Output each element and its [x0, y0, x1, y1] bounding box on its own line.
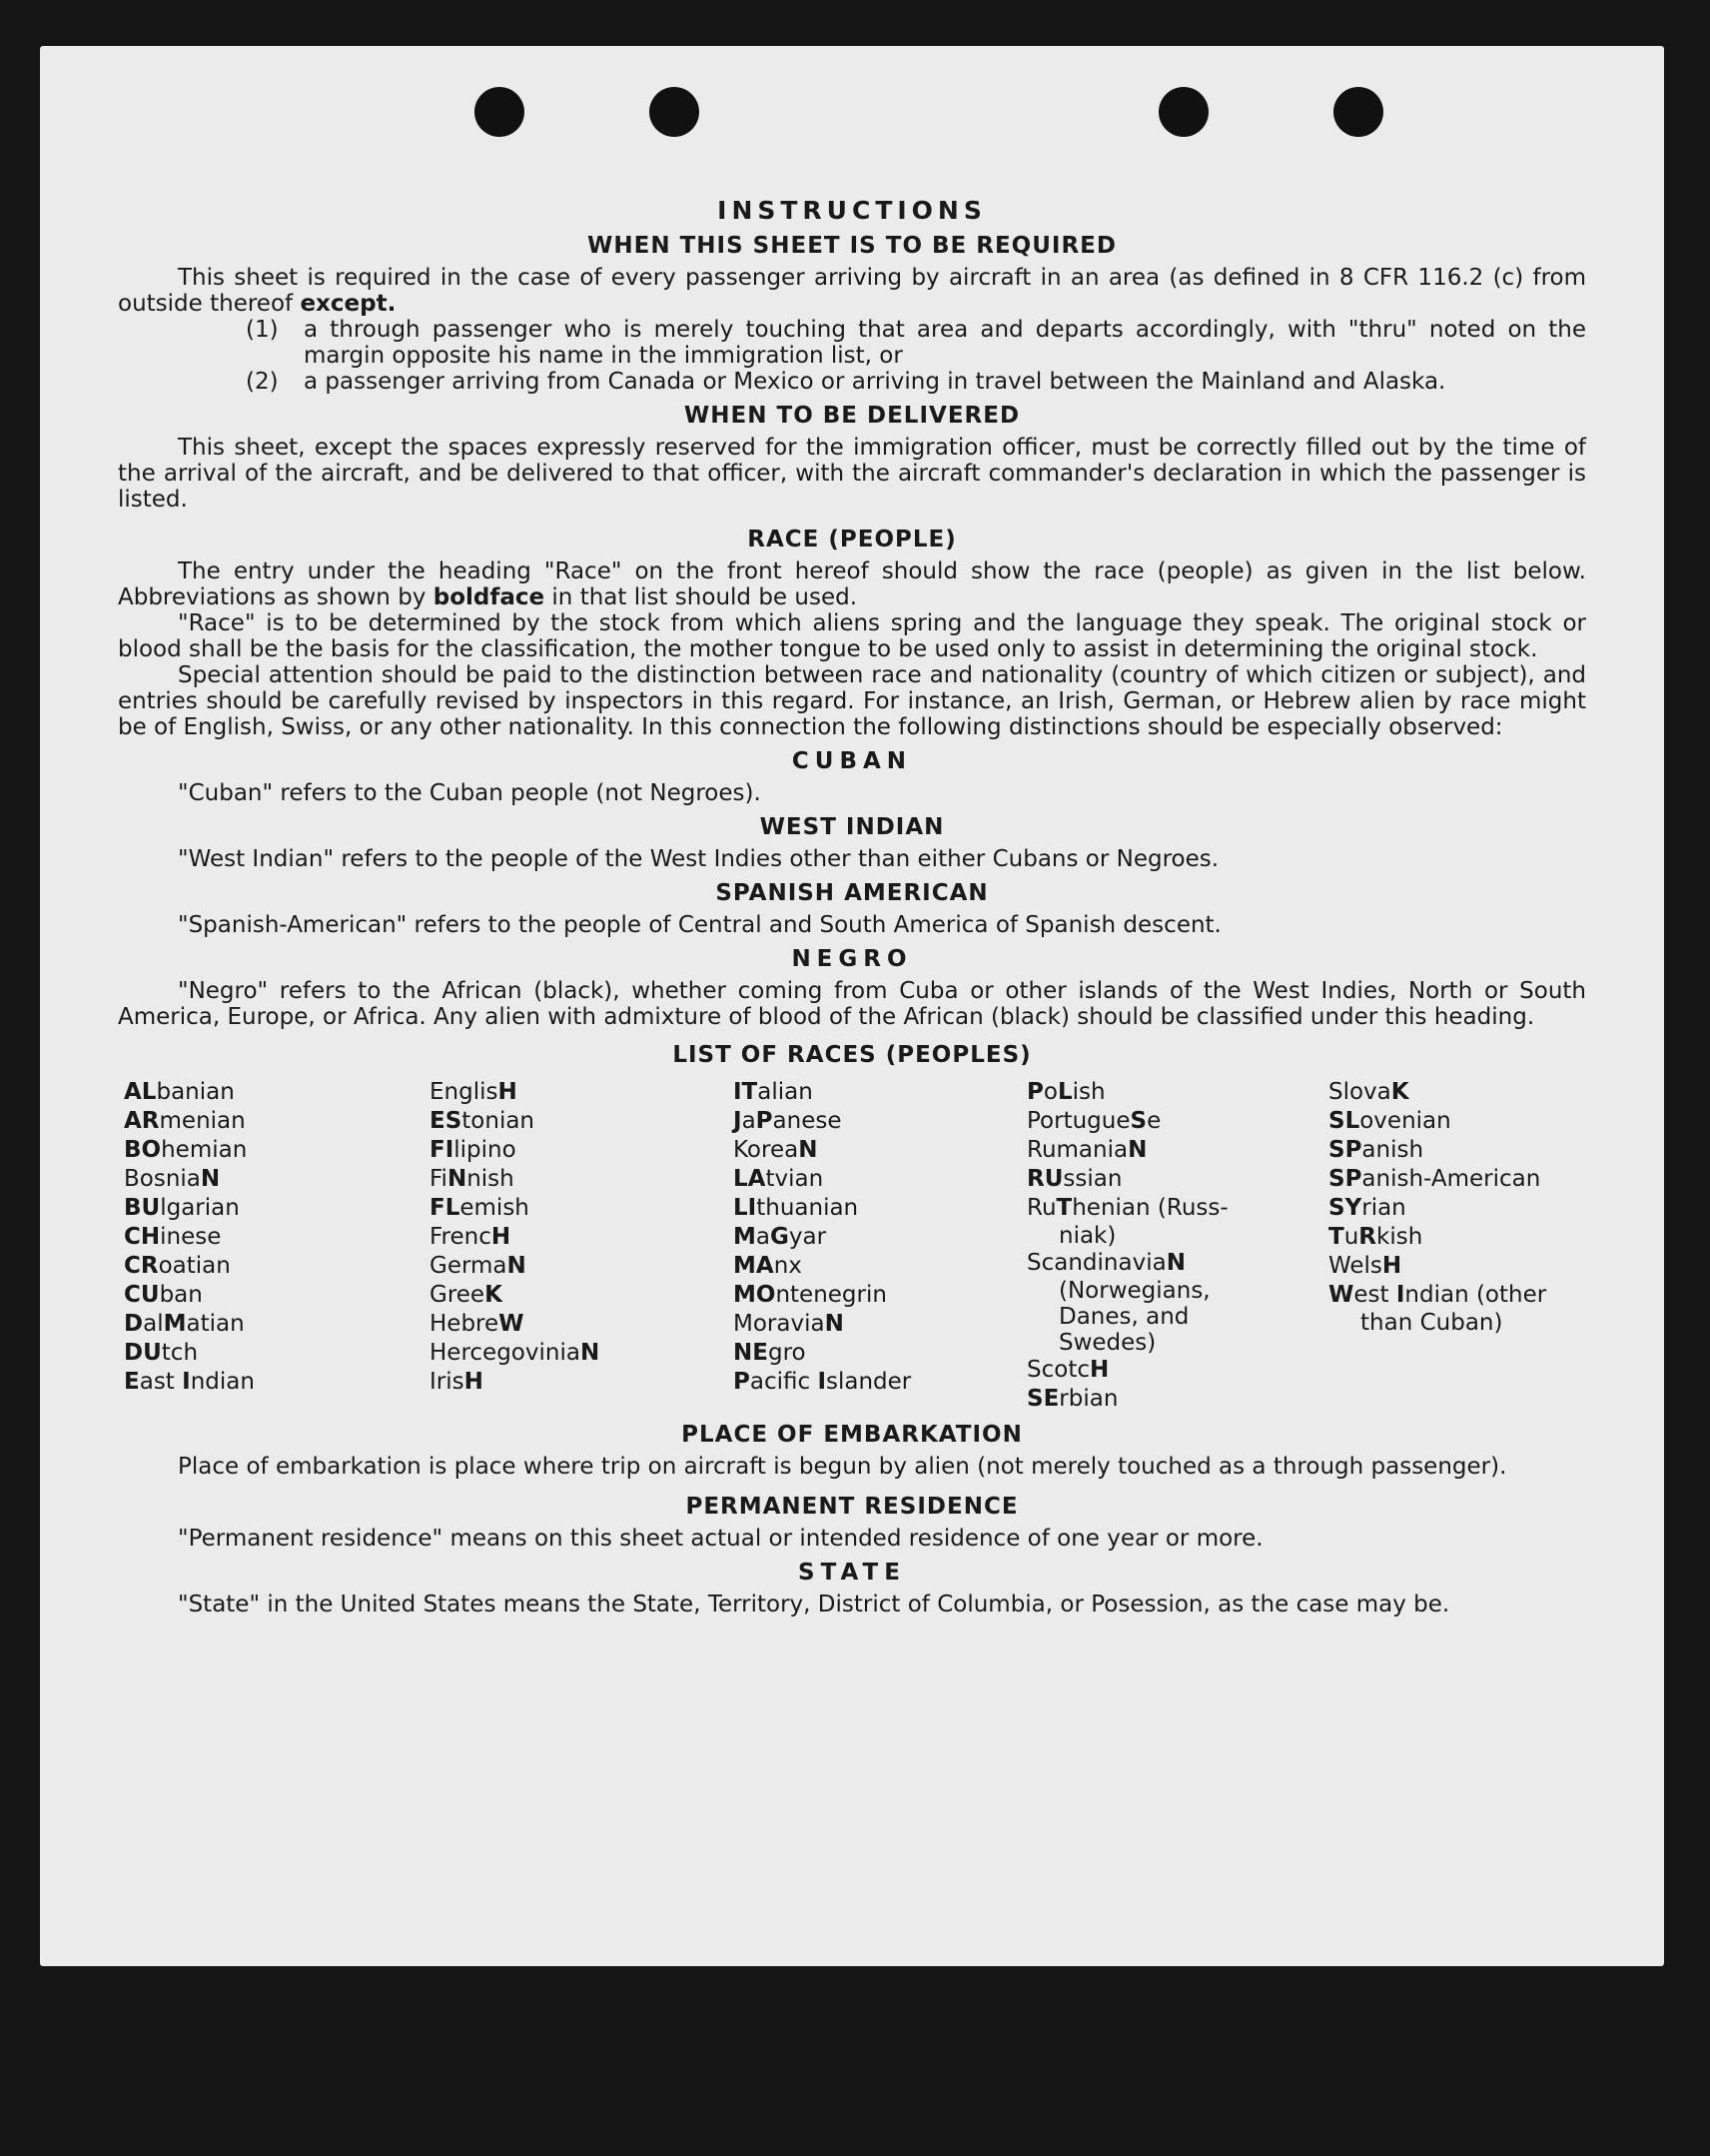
race-entry: ScotcH [1027, 1357, 1110, 1383]
race-entry: SlovaK [1328, 1079, 1409, 1105]
race-entry: GermaN [429, 1253, 526, 1279]
race-entry: SPanish-American [1328, 1166, 1541, 1192]
race-entry: RumaniaN [1027, 1137, 1148, 1163]
race-entry: ARmenian [124, 1108, 246, 1134]
race-entry: East Indian [124, 1369, 255, 1395]
race-entry: DUtch [124, 1340, 199, 1366]
race-entry: NEgro [733, 1340, 806, 1366]
cuban-text: "Cuban" refers to the Cuban people (not Negroes). [178, 780, 761, 806]
race-entry: DalMatian [124, 1311, 245, 1337]
spanish-american-text: "Spanish-American" refers to the people of Central and South America of Spanish descent. [178, 912, 1222, 938]
race-entry: FrencH [429, 1224, 511, 1250]
race-entry: West Indian (other [1328, 1282, 1547, 1308]
race-entry: SErbian [1027, 1386, 1119, 1412]
heading-negro: NEGRO [791, 946, 913, 972]
race-entry: Swedes) [1059, 1330, 1157, 1356]
negro-text: "Negro" refers to the African (black), whether coming from Cuba or other islands of the West Indies, North or South America, Europe, or Africa. Any alien with admixture of blood of the African (black) should be classified under this heading. [118, 978, 1586, 1030]
state-text: "State" in the United States means the State, Territory, District of Columbia, or Posession, as the case may be. [178, 1592, 1450, 1617]
race-entry: ScandinaviaN [1027, 1250, 1186, 1276]
race-entry: EnglisH [429, 1079, 517, 1105]
race-entry: LIthuanian [733, 1195, 859, 1221]
races-column [429, 1078, 733, 1414]
race-entry: SYrian [1328, 1195, 1406, 1221]
races-list [124, 1078, 1586, 1414]
race-entry: LAtvian [733, 1166, 824, 1192]
punch-hole [1159, 87, 1209, 137]
race-entry: CHinese [124, 1224, 222, 1250]
race-paragraph: Special attention should be paid to the distinction between race and nationality (country of which citizen or subject), and entries should be carefully revised by inspectors in this regard. For instance, an Irish, German, or Hebrew alien by race might be of English, Swiss, or any other nationality. In this connection the following distinctions should be especially observed: [118, 662, 1586, 740]
heading-required: WHEN THIS SHEET IS TO BE REQUIRED [587, 233, 1117, 259]
heading-permanent-residence: PERMANENT RESIDENCE [685, 1494, 1019, 1520]
race-entry: (Norwegians, [1059, 1278, 1211, 1304]
race-entry: TuRkish [1328, 1224, 1423, 1250]
race-entry: BosniaN [124, 1166, 221, 1192]
race-entry: SPanish [1328, 1137, 1424, 1163]
race-entry: MOntenegrin [733, 1282, 887, 1308]
heading-west-indian: WEST INDIAN [759, 814, 945, 840]
punch-hole [649, 87, 699, 137]
race-entry: Danes, and [1059, 1304, 1190, 1330]
race-entry: HercegoviniaN [429, 1340, 600, 1366]
heading-delivered: WHEN TO BE DELIVERED [683, 403, 1021, 429]
race-entry: ITalian [733, 1079, 813, 1105]
heading-embarkation: PLACE OF EMBARKATION [681, 1422, 1023, 1448]
race-entry: niak) [1059, 1223, 1117, 1249]
heading-cuban: CUBAN [791, 748, 913, 774]
races-column [124, 1078, 429, 1414]
heading-list-of-races: LIST OF RACES (PEOPLES) [672, 1042, 1032, 1068]
race-entry: JaPanese [733, 1108, 842, 1134]
required-text: This sheet is required in the case of every passenger arriving by aircraft in an area (as defined in 8 CFR 116.2 (c) from outside thereof except. [118, 265, 1586, 317]
races-column [733, 1078, 1027, 1414]
race-paragraph: The entry under the heading "Race" on the front hereof should show the race (people) as given in the list below. Abbreviations as shown by boldface in that list should be used. [118, 558, 1586, 610]
embarkation-text: Place of embarkation is place where trip on aircraft is begun by alien (not merely touched as a through passenger). [178, 1454, 1507, 1480]
race-entry: Pacific Islander [733, 1369, 912, 1395]
race-entry: than Cuban) [1360, 1310, 1503, 1336]
instruction-sheet [40, 46, 1664, 1966]
heading-state: STATE [798, 1560, 906, 1586]
heading-spanish-american: SPANISH AMERICAN [715, 880, 989, 906]
race-paragraph: "Race" is to be determined by the stock from which aliens spring and the language they speak. The original stock or blood shall be the basis for the classification, the mother tongue to be used only to assist in determining the original stock. [118, 610, 1586, 662]
punch-hole [1333, 87, 1383, 137]
race-entry: IrisH [429, 1369, 483, 1395]
races-column [1328, 1078, 1578, 1414]
punch-hole [474, 87, 524, 137]
race-entry: CRoatian [124, 1253, 231, 1279]
residence-text: "Permanent residence" means on this sheet actual or intended residence of one year or more. [178, 1526, 1264, 1552]
race-entry: MAnx [733, 1253, 802, 1279]
race-entry: FIlipino [429, 1137, 516, 1163]
race-entry: RUssian [1027, 1166, 1123, 1192]
race-entry: FLemish [429, 1195, 529, 1221]
exception-item: (1) a through passenger who is merely touching that area and departs accordingly, with "thru" noted on the margin opposite his name in the immigration list, or [246, 317, 1586, 369]
race-entry: ALbanian [124, 1079, 235, 1105]
races-column [1027, 1078, 1328, 1414]
race-entry: KoreaN [733, 1137, 818, 1163]
race-entry: GreeK [429, 1282, 502, 1308]
race-entry: EStonian [429, 1108, 535, 1134]
race-entry: BUlgarian [124, 1195, 240, 1221]
race-entry: FiNnish [429, 1166, 514, 1192]
page-title: INSTRUCTIONS [717, 196, 987, 225]
race-entry: MaGyar [733, 1224, 827, 1250]
exception-item: (2) a passenger arriving from Canada or Mexico or arriving in travel between the Mainland and Alaska. [246, 369, 1446, 395]
race-entry: CUban [124, 1282, 203, 1308]
west-indian-text: "West Indian" refers to the people of the West Indies other than either Cubans or Negroes. [178, 846, 1220, 872]
race-entry: BOhemian [124, 1137, 248, 1163]
race-entry: MoraviaN [733, 1311, 844, 1337]
delivered-text: This sheet, except the spaces expressly reserved for the immigration officer, must be correctly filled out by the time of the arrival of the aircraft, and be delivered to that officer, with the aircraft commander's declaration in which the passenger is listed. [118, 435, 1586, 513]
race-entry: PoLish [1027, 1079, 1106, 1105]
race-entry: SLovenian [1328, 1108, 1451, 1134]
race-entry: PortugueSe [1027, 1108, 1162, 1134]
race-entry: WelsH [1328, 1253, 1402, 1279]
race-entry: RuThenian (Russ- [1027, 1195, 1229, 1221]
heading-race: RACE (PEOPLE) [747, 527, 957, 552]
race-entry: HebreW [429, 1311, 524, 1337]
